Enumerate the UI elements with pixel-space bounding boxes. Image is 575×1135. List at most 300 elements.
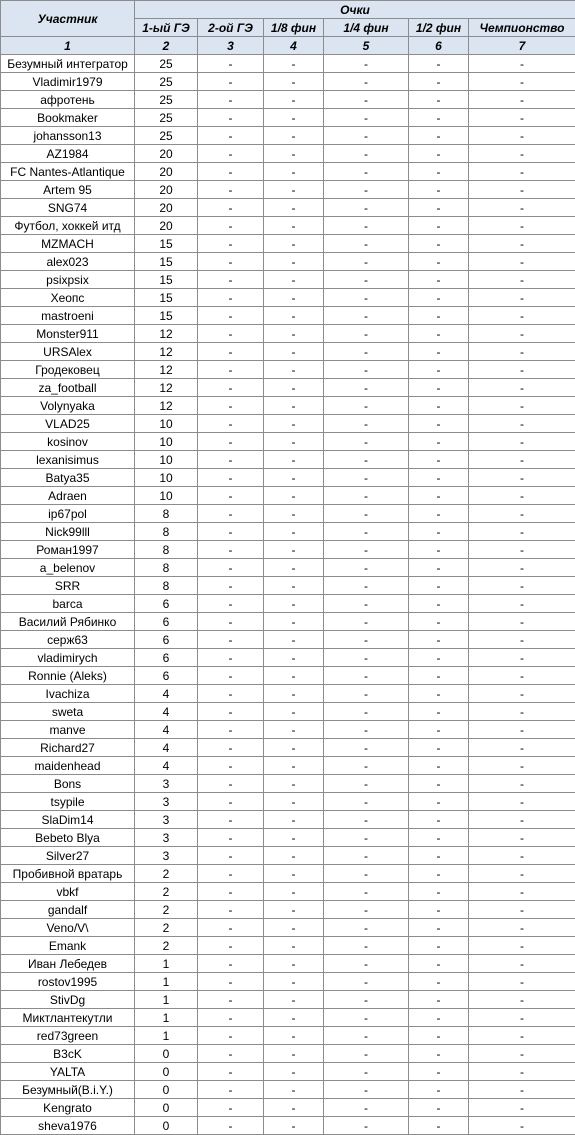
column-number: 5 — [324, 37, 409, 55]
empty-score-cell: - — [198, 325, 264, 343]
empty-score-cell: - — [264, 469, 324, 487]
table-row — [1, 253, 575, 271]
empty-score-cell: - — [264, 883, 324, 901]
empty-score-cell: - — [469, 577, 575, 595]
empty-score-cell: - — [264, 973, 324, 991]
empty-score-cell: - — [324, 721, 409, 739]
empty-score-cell: - — [469, 145, 575, 163]
empty-score-cell: - — [469, 127, 575, 145]
score-cell: 4 — [135, 757, 198, 775]
table-row — [1, 1117, 575, 1135]
empty-score-cell: - — [409, 757, 469, 775]
score-cell: 12 — [135, 361, 198, 379]
empty-score-cell: - — [324, 199, 409, 217]
empty-score-cell: - — [469, 433, 575, 451]
table-row — [1, 487, 575, 505]
score-cell: 12 — [135, 325, 198, 343]
empty-score-cell: - — [198, 793, 264, 811]
empty-score-cell: - — [198, 541, 264, 559]
empty-score-cell: - — [324, 811, 409, 829]
empty-score-cell: - — [198, 55, 264, 73]
empty-score-cell: - — [469, 1009, 575, 1027]
empty-score-cell: - — [198, 505, 264, 523]
score-cell: 8 — [135, 559, 198, 577]
participant-name: Bebeto Blya — [1, 829, 135, 847]
score-cell: 8 — [135, 523, 198, 541]
empty-score-cell: - — [469, 829, 575, 847]
table-row — [1, 109, 575, 127]
score-cell: 12 — [135, 397, 198, 415]
table-row — [1, 433, 575, 451]
column-number: 1 — [1, 37, 135, 55]
empty-score-cell: - — [324, 217, 409, 235]
empty-score-cell: - — [198, 1117, 264, 1135]
participant-name: mastroeni — [1, 307, 135, 325]
participant-name: Adraen — [1, 487, 135, 505]
table-row — [1, 1063, 575, 1081]
participant-name: johansson13 — [1, 127, 135, 145]
empty-score-cell: - — [409, 865, 469, 883]
empty-score-cell: - — [409, 1063, 469, 1081]
table-row — [1, 181, 575, 199]
table-row — [1, 1027, 575, 1045]
empty-score-cell: - — [198, 613, 264, 631]
participant-name: manve — [1, 721, 135, 739]
empty-score-cell: - — [469, 217, 575, 235]
empty-score-cell: - — [264, 775, 324, 793]
empty-score-cell: - — [469, 541, 575, 559]
participant-name: Nick99lll — [1, 523, 135, 541]
participant-name: Silver27 — [1, 847, 135, 865]
empty-score-cell: - — [409, 397, 469, 415]
empty-score-cell: - — [409, 991, 469, 1009]
empty-score-cell: - — [198, 739, 264, 757]
empty-score-cell: - — [469, 739, 575, 757]
empty-score-cell: - — [469, 1027, 575, 1045]
participant-name: VLAD25 — [1, 415, 135, 433]
score-cell: 3 — [135, 847, 198, 865]
empty-score-cell: - — [198, 127, 264, 145]
table-row — [1, 631, 575, 649]
participant-name: rostov1995 — [1, 973, 135, 991]
score-cell: 2 — [135, 937, 198, 955]
empty-score-cell: - — [469, 955, 575, 973]
table-row — [1, 91, 575, 109]
empty-score-cell: - — [198, 1009, 264, 1027]
empty-score-cell: - — [264, 415, 324, 433]
table-row — [1, 541, 575, 559]
empty-score-cell: - — [469, 685, 575, 703]
empty-score-cell: - — [264, 703, 324, 721]
empty-score-cell: - — [264, 199, 324, 217]
empty-score-cell: - — [324, 487, 409, 505]
participant-name: maidenhead — [1, 757, 135, 775]
empty-score-cell: - — [264, 505, 324, 523]
table-row — [1, 991, 575, 1009]
empty-score-cell: - — [198, 91, 264, 109]
empty-score-cell: - — [264, 523, 324, 541]
empty-score-cell: - — [264, 1045, 324, 1063]
score-cell: 8 — [135, 577, 198, 595]
score-cell: 25 — [135, 127, 198, 145]
empty-score-cell: - — [409, 289, 469, 307]
empty-score-cell: - — [264, 955, 324, 973]
empty-score-cell: - — [198, 937, 264, 955]
empty-score-cell: - — [324, 361, 409, 379]
table-row — [1, 883, 575, 901]
empty-score-cell: - — [324, 181, 409, 199]
empty-score-cell: - — [324, 307, 409, 325]
empty-score-cell: - — [264, 343, 324, 361]
empty-score-cell: - — [264, 739, 324, 757]
empty-score-cell: - — [198, 703, 264, 721]
score-cell: 10 — [135, 433, 198, 451]
empty-score-cell: - — [409, 217, 469, 235]
empty-score-cell: - — [324, 325, 409, 343]
empty-score-cell: - — [409, 1009, 469, 1027]
empty-score-cell: - — [198, 955, 264, 973]
empty-score-cell: - — [198, 901, 264, 919]
empty-score-cell: - — [469, 595, 575, 613]
participant-name: Пробивной вратарь — [1, 865, 135, 883]
empty-score-cell: - — [409, 541, 469, 559]
participant-name: ip67pol — [1, 505, 135, 523]
empty-score-cell: - — [264, 1117, 324, 1135]
score-cell: 15 — [135, 289, 198, 307]
empty-score-cell: - — [264, 721, 324, 739]
empty-score-cell: - — [469, 973, 575, 991]
empty-score-cell: - — [324, 649, 409, 667]
participant-name: lexanisimus — [1, 451, 135, 469]
column-number: 2 — [135, 37, 198, 55]
empty-score-cell: - — [198, 1099, 264, 1117]
participant-name: серж63 — [1, 631, 135, 649]
empty-score-cell: - — [324, 847, 409, 865]
empty-score-cell: - — [324, 937, 409, 955]
participant-name: SRR — [1, 577, 135, 595]
empty-score-cell: - — [324, 235, 409, 253]
table-row — [1, 973, 575, 991]
empty-score-cell: - — [324, 73, 409, 91]
participant-name: Футбол, хоккей итд — [1, 217, 135, 235]
empty-score-cell: - — [198, 397, 264, 415]
empty-score-cell: - — [409, 793, 469, 811]
empty-score-cell: - — [264, 919, 324, 937]
empty-score-cell: - — [264, 73, 324, 91]
empty-score-cell: - — [469, 163, 575, 181]
score-cell: 2 — [135, 883, 198, 901]
score-cell: 20 — [135, 199, 198, 217]
participant-header: Участник — [1, 1, 135, 37]
table-row — [1, 451, 575, 469]
empty-score-cell: - — [469, 559, 575, 577]
empty-score-cell: - — [198, 379, 264, 397]
participant-name: Monster911 — [1, 325, 135, 343]
table-row — [1, 559, 575, 577]
empty-score-cell: - — [469, 1045, 575, 1063]
empty-score-cell: - — [198, 289, 264, 307]
table-row — [1, 865, 575, 883]
empty-score-cell: - — [409, 487, 469, 505]
score-cell: 4 — [135, 685, 198, 703]
empty-score-cell: - — [469, 1063, 575, 1081]
empty-score-cell: - — [324, 1009, 409, 1027]
empty-score-cell: - — [469, 613, 575, 631]
empty-score-cell: - — [198, 865, 264, 883]
participant-name: Bons — [1, 775, 135, 793]
score-cell: 6 — [135, 595, 198, 613]
empty-score-cell: - — [469, 667, 575, 685]
table-row — [1, 397, 575, 415]
empty-score-cell: - — [469, 271, 575, 289]
empty-score-cell: - — [469, 397, 575, 415]
participant-name: SNG74 — [1, 199, 135, 217]
score-cell: 1 — [135, 1027, 198, 1045]
empty-score-cell: - — [198, 361, 264, 379]
table-row — [1, 739, 575, 757]
empty-score-cell: - — [198, 811, 264, 829]
column-number: 6 — [409, 37, 469, 55]
empty-score-cell: - — [469, 109, 575, 127]
score-cell: 3 — [135, 811, 198, 829]
empty-score-cell: - — [264, 559, 324, 577]
empty-score-cell: - — [409, 847, 469, 865]
empty-score-cell: - — [409, 1117, 469, 1135]
table-row — [1, 577, 575, 595]
empty-score-cell: - — [198, 973, 264, 991]
empty-score-cell: - — [469, 55, 575, 73]
table-row — [1, 847, 575, 865]
empty-score-cell: - — [324, 145, 409, 163]
empty-score-cell: - — [324, 397, 409, 415]
empty-score-cell: - — [469, 775, 575, 793]
empty-score-cell: - — [409, 181, 469, 199]
column-number: 7 — [469, 37, 575, 55]
empty-score-cell: - — [469, 235, 575, 253]
empty-score-cell: - — [409, 775, 469, 793]
table-row — [1, 235, 575, 253]
empty-score-cell: - — [409, 703, 469, 721]
score-cell: 6 — [135, 631, 198, 649]
empty-score-cell: - — [264, 577, 324, 595]
participant-name: alex023 — [1, 253, 135, 271]
empty-score-cell: - — [264, 847, 324, 865]
empty-score-cell: - — [324, 919, 409, 937]
participant-name: AZ1984 — [1, 145, 135, 163]
score-cell: 25 — [135, 55, 198, 73]
score-cell: 8 — [135, 505, 198, 523]
empty-score-cell: - — [409, 739, 469, 757]
empty-score-cell: - — [409, 1027, 469, 1045]
empty-score-cell: - — [409, 919, 469, 937]
empty-score-cell: - — [198, 73, 264, 91]
empty-score-cell: - — [324, 1027, 409, 1045]
empty-score-cell: - — [324, 343, 409, 361]
participant-name: Безумный интегратор — [1, 55, 135, 73]
empty-score-cell: - — [264, 451, 324, 469]
empty-score-cell: - — [264, 109, 324, 127]
score-cell: 12 — [135, 379, 198, 397]
score-cell: 12 — [135, 343, 198, 361]
empty-score-cell: - — [198, 217, 264, 235]
empty-score-cell: - — [264, 217, 324, 235]
table-row — [1, 523, 575, 541]
empty-score-cell: - — [198, 685, 264, 703]
empty-score-cell: - — [469, 307, 575, 325]
empty-score-cell: - — [198, 1081, 264, 1099]
empty-score-cell: - — [324, 883, 409, 901]
empty-score-cell: - — [409, 577, 469, 595]
table-row — [1, 829, 575, 847]
empty-score-cell: - — [324, 469, 409, 487]
table-row — [1, 469, 575, 487]
empty-score-cell: - — [198, 775, 264, 793]
empty-score-cell: - — [409, 955, 469, 973]
empty-score-cell: - — [264, 1009, 324, 1027]
score-cell: 6 — [135, 667, 198, 685]
empty-score-cell: - — [409, 271, 469, 289]
empty-score-cell: - — [324, 433, 409, 451]
participant-name: B3cK — [1, 1045, 135, 1063]
empty-score-cell: - — [469, 703, 575, 721]
standings-body — [1, 55, 575, 1135]
table-row — [1, 595, 575, 613]
empty-score-cell: - — [409, 505, 469, 523]
empty-score-cell: - — [409, 235, 469, 253]
empty-score-cell: - — [469, 919, 575, 937]
empty-score-cell: - — [324, 289, 409, 307]
score-cell: 25 — [135, 109, 198, 127]
empty-score-cell: - — [324, 1081, 409, 1099]
empty-score-cell: - — [324, 505, 409, 523]
empty-score-cell: - — [469, 901, 575, 919]
empty-score-cell: - — [324, 613, 409, 631]
empty-score-cell: - — [324, 775, 409, 793]
empty-score-cell: - — [469, 73, 575, 91]
empty-score-cell: - — [198, 847, 264, 865]
empty-score-cell: - — [264, 667, 324, 685]
empty-score-cell: - — [409, 523, 469, 541]
participant-name: a_belenov — [1, 559, 135, 577]
empty-score-cell: - — [324, 577, 409, 595]
participant-name: Bookmaker — [1, 109, 135, 127]
table-row — [1, 55, 575, 73]
empty-score-cell: - — [324, 541, 409, 559]
table-row — [1, 721, 575, 739]
empty-score-cell: - — [469, 649, 575, 667]
table-row — [1, 1099, 575, 1117]
empty-score-cell: - — [324, 451, 409, 469]
empty-score-cell: - — [198, 757, 264, 775]
empty-score-cell: - — [409, 199, 469, 217]
empty-score-cell: - — [198, 253, 264, 271]
column-header: 1/8 фин — [264, 19, 324, 37]
empty-score-cell: - — [469, 325, 575, 343]
empty-score-cell: - — [409, 469, 469, 487]
empty-score-cell: - — [324, 127, 409, 145]
participant-name: Безумный(B.i.Y.) — [1, 1081, 135, 1099]
empty-score-cell: - — [198, 415, 264, 433]
column-header: 2-ой ГЭ — [198, 19, 264, 37]
empty-score-cell: - — [264, 829, 324, 847]
empty-score-cell: - — [264, 397, 324, 415]
empty-score-cell: - — [264, 901, 324, 919]
empty-score-cell: - — [469, 91, 575, 109]
empty-score-cell: - — [324, 595, 409, 613]
empty-score-cell: - — [409, 631, 469, 649]
participant-name: Emank — [1, 937, 135, 955]
empty-score-cell: - — [264, 127, 324, 145]
participant-name: Richard27 — [1, 739, 135, 757]
empty-score-cell: - — [469, 721, 575, 739]
participant-name: URSAlex — [1, 343, 135, 361]
score-cell: 20 — [135, 145, 198, 163]
empty-score-cell: - — [324, 739, 409, 757]
score-cell: 15 — [135, 307, 198, 325]
participant-name: Artem 95 — [1, 181, 135, 199]
empty-score-cell: - — [198, 523, 264, 541]
participant-name: za_football — [1, 379, 135, 397]
empty-score-cell: - — [264, 55, 324, 73]
empty-score-cell: - — [469, 181, 575, 199]
column-number: 3 — [198, 37, 264, 55]
empty-score-cell: - — [409, 325, 469, 343]
score-cell: 15 — [135, 271, 198, 289]
score-cell: 20 — [135, 217, 198, 235]
score-cell: 10 — [135, 469, 198, 487]
score-cell: 15 — [135, 235, 198, 253]
empty-score-cell: - — [469, 811, 575, 829]
empty-score-cell: - — [324, 55, 409, 73]
empty-score-cell: - — [264, 145, 324, 163]
score-cell: 1 — [135, 991, 198, 1009]
empty-score-cell: - — [324, 901, 409, 919]
empty-score-cell: - — [198, 235, 264, 253]
empty-score-cell: - — [409, 1081, 469, 1099]
score-cell: 1 — [135, 955, 198, 973]
table-row — [1, 775, 575, 793]
empty-score-cell: - — [324, 991, 409, 1009]
empty-score-cell: - — [409, 73, 469, 91]
table-row — [1, 199, 575, 217]
empty-score-cell: - — [264, 253, 324, 271]
score-cell: 6 — [135, 649, 198, 667]
table-row — [1, 127, 575, 145]
empty-score-cell: - — [409, 415, 469, 433]
empty-score-cell: - — [198, 451, 264, 469]
empty-score-cell: - — [409, 649, 469, 667]
empty-score-cell: - — [324, 1117, 409, 1135]
empty-score-cell: - — [198, 649, 264, 667]
empty-score-cell: - — [264, 1027, 324, 1045]
participant-name: red73green — [1, 1027, 135, 1045]
empty-score-cell: - — [198, 181, 264, 199]
empty-score-cell: - — [198, 721, 264, 739]
empty-score-cell: - — [198, 1027, 264, 1045]
empty-score-cell: - — [469, 505, 575, 523]
empty-score-cell: - — [264, 685, 324, 703]
empty-score-cell: - — [324, 631, 409, 649]
empty-score-cell: - — [264, 181, 324, 199]
score-cell: 10 — [135, 487, 198, 505]
empty-score-cell: - — [409, 91, 469, 109]
empty-score-cell: - — [409, 595, 469, 613]
participant-name: sweta — [1, 703, 135, 721]
score-cell: 1 — [135, 973, 198, 991]
table-row — [1, 793, 575, 811]
empty-score-cell: - — [409, 721, 469, 739]
score-cell: 0 — [135, 1117, 198, 1135]
